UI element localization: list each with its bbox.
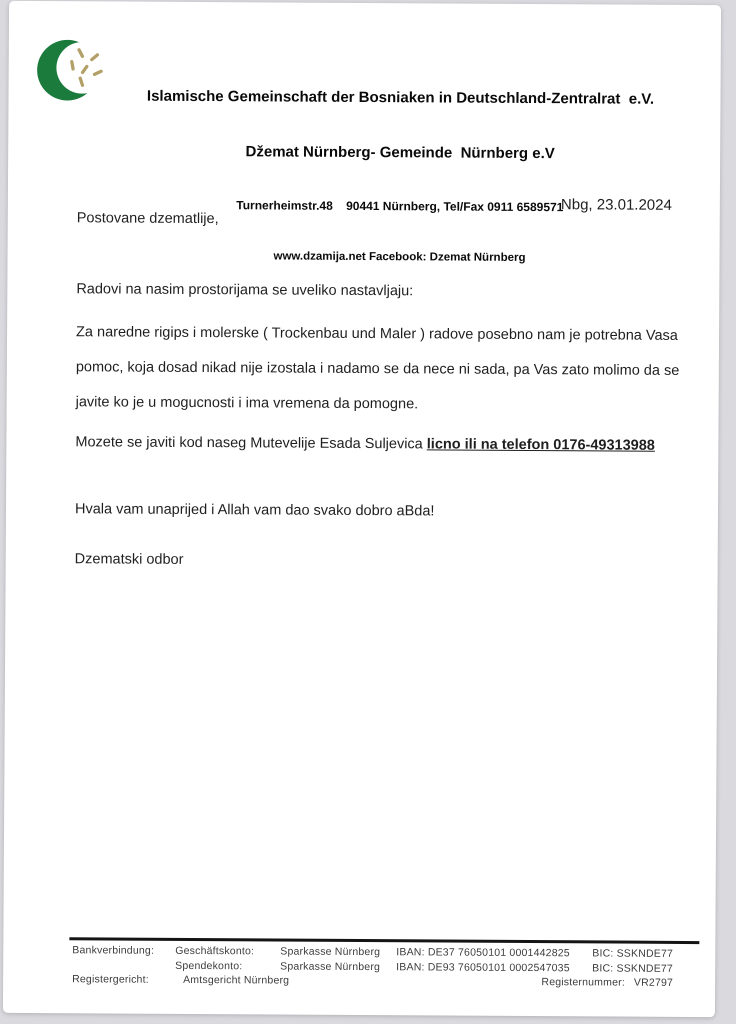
request-line-1: Za naredne rigips i molerske ( Trockenbau und Maler ) radove posebno nam je potrebna Vasa (76, 324, 678, 344)
bic-value: BIC: SSKNDE77 (592, 947, 674, 960)
community-name-line: Džemat Nürnberg- Gemeinde Nürnberg e.V (245, 143, 555, 163)
request-line-3: javite ko je u mogucnosti i ima vremena da pomogne. (75, 394, 419, 413)
bank-connection-label: Bankverbindung: (72, 944, 155, 957)
contact-phone-bold: licno ili na telefon 0176-49313988 (426, 436, 655, 454)
org-name-line: Islamische Gemeinschaft der Bosniaken in Deutschland-Zentralrat e.V. (146, 87, 655, 108)
account-type-label: Spendekonto: (175, 959, 243, 972)
bank-name: Sparkasse Nürnberg (280, 945, 381, 959)
letter-page (3, 1, 721, 1017)
thanks-line: Hvala vam unaprijed i Allah vam dao svako dobro aBda! (74, 501, 435, 520)
footer-row-register (72, 972, 699, 990)
address-phone-line: Turnerheimstr.48 90441 Nürnberg, Tel/Fax 0911 6589571 (236, 198, 564, 215)
crescent-star-logo (34, 29, 116, 111)
register-number-value: VR2797 (633, 976, 674, 989)
crescent-star-icon (34, 29, 116, 111)
signature-line: Dzematski odbor (74, 551, 184, 568)
register-court-label: Registergericht: (72, 973, 149, 986)
register-court-value: Amtsgericht Nürnberg (183, 973, 290, 987)
bank-name: Sparkasse Nürnberg (280, 960, 381, 973)
web-facebook-line: www.dzamija.net Facebook: Dzemat Nürnberg (273, 250, 526, 264)
account-type-label: Geschäftskonto: (175, 944, 255, 958)
letterhead (107, 50, 693, 303)
paragraph-request (76, 315, 680, 424)
paragraph-intro: Radovi na nasim prostorijama se uveliko nastavljaju: (76, 281, 414, 300)
bic-value: BIC: SSKNDE77 (592, 961, 674, 975)
salutation: Postovane dzematlije, (76, 210, 219, 228)
iban-value: IBAN: DE93 76050101 0002547035 (396, 960, 570, 974)
register-number-label: Registernummer: (541, 976, 625, 989)
letter-date: Nbg, 23.01.2024 (560, 196, 672, 214)
contact-text: Mozete se javiti kod naseg Mutevelije Esada Suljevica (75, 434, 427, 453)
iban-value: IBAN: DE37 76050101 0001442825 (396, 946, 570, 960)
footer-bank-register-info (72, 943, 699, 990)
contact-line (75, 434, 655, 454)
request-line-2: pomoc, koja dosad nikad nije izostala i nadamo se da nece ni sada, pa Vas zato molimo da se (75, 359, 680, 379)
register-number (541, 975, 699, 990)
